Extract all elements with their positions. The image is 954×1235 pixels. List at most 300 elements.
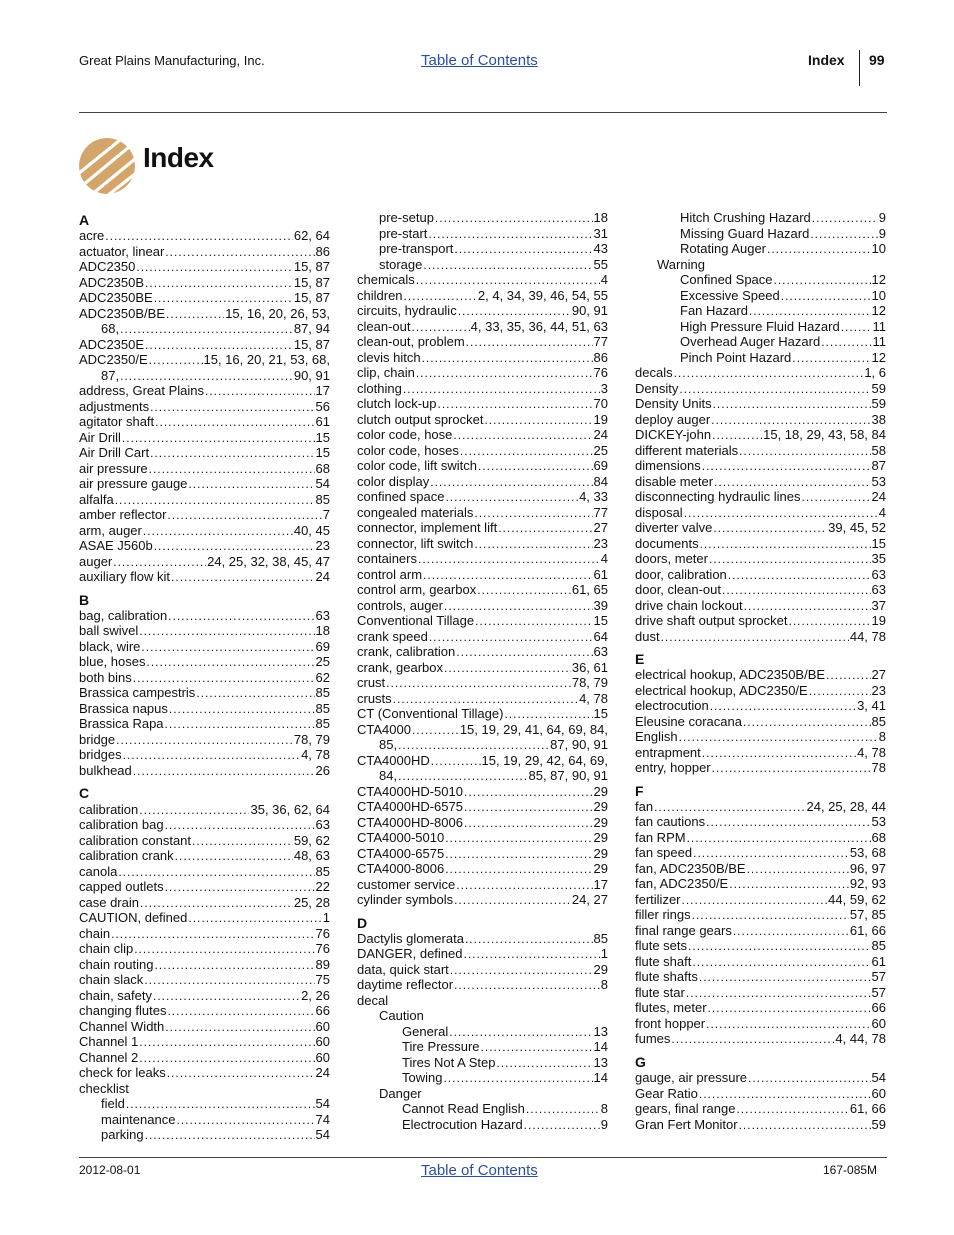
index-entry[interactable]	[635, 760, 886, 776]
index-entry[interactable]	[79, 259, 330, 275]
index-entry[interactable]	[79, 1019, 330, 1035]
index-entry[interactable]	[79, 476, 330, 492]
index-entry[interactable]	[357, 799, 608, 815]
dot-leader	[693, 846, 849, 862]
index-entry[interactable]	[635, 582, 886, 598]
dot-leader	[674, 366, 864, 382]
index-entry[interactable]	[357, 660, 608, 676]
index-entry[interactable]	[635, 303, 886, 319]
index-entry[interactable]	[357, 1039, 608, 1055]
index-page-refs: 92, 93	[849, 876, 886, 892]
index-entry[interactable]	[357, 846, 608, 862]
index-entry[interactable]	[79, 554, 330, 570]
index-entry[interactable]	[79, 685, 330, 701]
index-entry[interactable]	[635, 969, 886, 985]
index-entry[interactable]	[357, 722, 608, 738]
index-page-refs: 23	[315, 538, 330, 554]
index-page-refs: 68	[315, 460, 330, 476]
dot-leader	[526, 1102, 600, 1118]
index-term: filler rings	[635, 907, 691, 923]
dot-leader	[456, 645, 592, 661]
index-entry[interactable]	[79, 523, 330, 539]
dot-leader	[474, 506, 592, 522]
index-entry[interactable]	[357, 210, 608, 226]
index-term: disconnecting hydraulic lines	[635, 489, 801, 504]
index-entry[interactable]	[635, 714, 886, 730]
index-term: fan, ADC2350B/BE	[635, 860, 746, 876]
index-entry[interactable]	[357, 675, 608, 691]
index-entry[interactable]	[357, 784, 608, 800]
index-entry[interactable]	[635, 923, 886, 939]
index-entry[interactable]	[357, 1086, 608, 1102]
index-term: fan, ADC2350/E	[635, 876, 729, 892]
index-page-refs: 75	[315, 972, 330, 988]
index-entry[interactable]	[357, 931, 608, 947]
index-entry[interactable]	[357, 365, 608, 381]
index-page-refs: 39, 45, 52	[828, 520, 886, 535]
index-entry[interactable]	[79, 910, 330, 926]
index-term: clevis hitch	[357, 349, 421, 365]
dot-leader	[684, 506, 878, 522]
index-page-refs: 3, 41	[857, 698, 886, 714]
index-entry[interactable]	[635, 520, 886, 536]
index-term: flute star	[635, 984, 685, 1000]
index-entry[interactable]	[79, 763, 330, 779]
index-page-refs: 3	[600, 380, 608, 396]
index-entry[interactable]	[635, 1000, 886, 1016]
toc-link-header[interactable]: Table of Contents	[421, 52, 538, 69]
index-entry[interactable]	[357, 1055, 608, 1071]
index-entry[interactable]	[635, 536, 886, 552]
index-entry[interactable]	[635, 667, 886, 683]
index-term: Fan Hazard	[680, 303, 748, 318]
index-entry[interactable]	[357, 505, 608, 521]
toc-link-footer[interactable]: Table of Contents	[421, 1162, 538, 1179]
index-entry[interactable]	[635, 613, 886, 629]
index-entry[interactable]	[79, 569, 330, 585]
index-entry[interactable]	[79, 1112, 330, 1128]
index-page-refs: 86	[593, 349, 608, 365]
index-entry[interactable]	[357, 396, 608, 412]
index-entry[interactable]	[635, 551, 886, 567]
index-term: 85,	[379, 737, 398, 752]
index-term: adjustments	[79, 398, 150, 414]
dot-leader	[141, 640, 314, 656]
index-entry[interactable]	[635, 1031, 886, 1047]
dot-leader	[145, 276, 293, 292]
index-entry[interactable]	[635, 396, 886, 412]
index-term: daytime reflector	[357, 977, 454, 993]
dot-leader	[708, 1001, 871, 1017]
index-entry[interactable]	[635, 272, 886, 288]
index-term: bulkhead	[79, 762, 132, 778]
index-term: crusts	[357, 690, 392, 706]
index-entry[interactable]	[357, 706, 608, 722]
index-entry[interactable]	[635, 458, 886, 474]
index-entry[interactable]	[79, 639, 330, 655]
dot-leader	[155, 415, 314, 431]
index-entry[interactable]	[79, 383, 330, 399]
dot-leader	[481, 1040, 593, 1056]
index-entry[interactable]	[79, 368, 330, 384]
index-entry[interactable]	[635, 861, 886, 877]
index-entry[interactable]	[635, 830, 886, 846]
index-entry[interactable]	[357, 458, 608, 474]
index-term: Brassica napus	[79, 700, 168, 716]
index-term: fan RPM	[635, 829, 686, 845]
index-entry[interactable]	[79, 445, 330, 461]
index-entry[interactable]	[635, 505, 886, 521]
index-entry[interactable]	[635, 845, 886, 861]
index-entry[interactable]	[357, 288, 608, 304]
index-section-letter: B	[79, 591, 90, 608]
index-entry[interactable]	[357, 536, 608, 552]
index-entry[interactable]	[79, 716, 330, 732]
index-entry[interactable]	[635, 1016, 886, 1032]
index-entry[interactable]	[357, 598, 608, 614]
index-page-refs: 25, 28	[293, 894, 330, 910]
index-entry[interactable]	[635, 985, 886, 1001]
index-entry[interactable]	[357, 830, 608, 846]
index-page-refs: 4	[878, 504, 886, 520]
index-entry[interactable]	[635, 489, 886, 505]
index-entry[interactable]	[79, 654, 330, 670]
index-entry[interactable]	[357, 1070, 608, 1086]
index-entry[interactable]	[357, 350, 608, 366]
index-page-refs: 15, 87	[293, 274, 330, 290]
index-entry[interactable]	[79, 399, 330, 415]
index-entry[interactable]	[79, 941, 330, 957]
index-entry[interactable]	[635, 954, 886, 970]
dot-leader	[166, 307, 224, 323]
index-entry[interactable]	[79, 352, 330, 368]
index-entry[interactable]	[79, 1034, 330, 1050]
index-entry[interactable]	[635, 567, 886, 583]
index-entry[interactable]	[635, 745, 886, 761]
index-page-refs: 62	[315, 669, 330, 685]
index-page-refs: 4, 78	[579, 690, 608, 706]
dot-leader	[139, 1051, 314, 1067]
index-term: fumes	[635, 1031, 671, 1047]
index-entry[interactable]	[79, 833, 330, 849]
index-entry[interactable]	[357, 691, 608, 707]
index-page-refs: 60	[315, 1049, 330, 1065]
dot-leader	[478, 459, 593, 475]
dot-leader	[167, 1066, 315, 1082]
index-entry[interactable]	[635, 226, 886, 242]
index-term: ASAE J560b	[79, 538, 153, 554]
index-entry[interactable]	[79, 306, 330, 322]
index-entry[interactable]	[635, 892, 886, 908]
index-term: front hopper	[635, 1015, 706, 1031]
index-entry[interactable]	[357, 520, 608, 536]
index-entry[interactable]	[79, 1096, 330, 1112]
index-entry[interactable]	[357, 427, 608, 443]
index-page-refs: 13	[593, 1054, 608, 1070]
index-entry[interactable]	[635, 814, 886, 830]
dot-leader	[739, 1118, 871, 1134]
index-page-refs: 15, 19, 29, 42, 64, 69,	[481, 752, 608, 768]
index-section-letter: A	[79, 212, 90, 228]
index-entry[interactable]	[79, 817, 330, 833]
index-entry[interactable]	[357, 272, 608, 288]
index-section-letter: F	[635, 782, 644, 799]
dot-leader	[136, 260, 292, 276]
index-entry[interactable]	[357, 1117, 608, 1133]
index-entry[interactable]	[635, 799, 886, 815]
index-entry[interactable]	[79, 895, 330, 911]
index-page-refs: 96, 97	[849, 860, 886, 876]
index-entry[interactable]	[79, 1065, 330, 1081]
dot-leader	[654, 800, 805, 816]
index-entry[interactable]	[635, 210, 886, 226]
index-entry[interactable]	[357, 977, 608, 993]
index-term: Towing	[402, 1070, 443, 1086]
index-entry[interactable]	[635, 938, 886, 954]
index-page-refs: 76	[315, 941, 330, 957]
dot-leader	[810, 227, 877, 243]
index-entry[interactable]	[635, 319, 886, 335]
index-entry[interactable]	[79, 321, 330, 337]
index-entry[interactable]	[79, 988, 330, 1004]
dot-leader	[454, 978, 600, 994]
index-entry[interactable]	[635, 257, 886, 273]
index-entry[interactable]	[635, 381, 886, 397]
index-section-letter: G	[635, 1053, 646, 1070]
index-term: ADC2350	[79, 259, 136, 275]
index-term: Dactylis glomerata	[357, 930, 464, 946]
footer-doc-number: 167-085M	[823, 1163, 878, 1177]
index-term: auxiliary flow kit	[79, 569, 171, 585]
index-entry[interactable]	[635, 241, 886, 257]
index-page-refs: 29	[593, 799, 608, 814]
index-entry[interactable]	[357, 489, 608, 505]
dot-leader	[464, 785, 593, 801]
index-term: Air Drill Cart	[79, 445, 150, 461]
index-term: data, quick start	[357, 961, 449, 977]
index-entry[interactable]	[357, 644, 608, 660]
index-entry[interactable]	[357, 892, 608, 908]
index-page-refs: 60	[871, 1085, 886, 1101]
index-entry[interactable]	[357, 474, 608, 490]
index-entry[interactable]	[79, 747, 330, 763]
index-page-refs: 53	[871, 473, 886, 489]
index-term: electrocution	[635, 698, 709, 714]
index-entry[interactable]	[357, 613, 608, 629]
index-entry[interactable]	[357, 319, 608, 335]
index-page-refs: 85	[315, 716, 330, 732]
index-term: CTA4000-5010	[357, 830, 445, 845]
dot-leader	[713, 521, 827, 537]
index-entry[interactable]	[635, 1070, 886, 1086]
index-term: check for leaks	[79, 1065, 166, 1081]
index-entry[interactable]	[357, 737, 608, 753]
index-page-refs: 59, 62	[293, 832, 330, 848]
index-entry[interactable]	[357, 629, 608, 645]
index-entry[interactable]	[635, 1117, 886, 1133]
index-term: color code, hoses	[357, 442, 459, 458]
index-entry[interactable]	[635, 1101, 886, 1117]
index-entry[interactable]	[79, 1003, 330, 1019]
index-entry[interactable]	[79, 957, 330, 973]
index-entry[interactable]	[79, 864, 330, 880]
index-entry[interactable]	[79, 290, 330, 306]
index-page-refs: 68	[871, 829, 886, 845]
dot-leader	[122, 431, 315, 447]
index-entry[interactable]	[357, 334, 608, 350]
index-entry[interactable]	[635, 427, 886, 443]
index-entry[interactable]	[79, 1127, 330, 1143]
index-entry[interactable]	[79, 701, 330, 717]
index-term: CTA4000HD-8006	[357, 814, 463, 830]
index-page-refs: 15, 87	[293, 259, 330, 275]
index-term: ADC2350B	[79, 274, 145, 290]
index-entry[interactable]	[79, 608, 330, 624]
index-entry[interactable]	[635, 907, 886, 923]
index-entry[interactable]	[79, 879, 330, 895]
index-entry[interactable]	[357, 1024, 608, 1040]
index-entry[interactable]	[635, 334, 886, 350]
index-entry[interactable]	[79, 507, 330, 523]
dot-leader	[477, 583, 571, 599]
dot-leader	[465, 932, 593, 948]
page-number: 99	[869, 52, 885, 68]
index-term: DANGER, defined	[357, 946, 463, 962]
index-page-refs: 90, 91	[293, 367, 330, 383]
index-entry[interactable]	[357, 257, 608, 273]
dot-leader	[475, 614, 592, 630]
index-entry[interactable]	[79, 848, 330, 864]
index-entry[interactable]	[357, 993, 608, 1009]
index-entry[interactable]	[79, 461, 330, 477]
index-entry[interactable]	[357, 381, 608, 397]
index-entry[interactable]	[635, 729, 886, 745]
index-term: actuator, linear	[79, 243, 165, 259]
index-entry[interactable]	[357, 962, 608, 978]
index-entry[interactable]	[357, 946, 608, 962]
index-entry[interactable]	[635, 683, 886, 699]
dot-leader	[709, 552, 871, 568]
index-page-refs: 29	[593, 845, 608, 861]
index-entry[interactable]	[357, 226, 608, 242]
index-page-refs: 29	[593, 783, 608, 799]
index-entry[interactable]	[357, 582, 608, 598]
dot-leader	[712, 428, 762, 444]
index-entry[interactable]	[357, 768, 608, 784]
index-entry[interactable]	[79, 538, 330, 554]
index-term: circuits, hydraulic	[357, 303, 457, 318]
index-entry[interactable]	[79, 337, 330, 353]
index-entry[interactable]	[79, 926, 330, 942]
index-entry[interactable]	[79, 492, 330, 508]
index-entry[interactable]	[635, 598, 886, 614]
index-page-refs: 8	[878, 729, 886, 745]
index-entry[interactable]	[357, 753, 608, 769]
index-page-refs: 57, 85	[849, 907, 886, 923]
dot-leader	[123, 748, 300, 764]
index-entry[interactable]	[357, 443, 608, 459]
dot-leader	[729, 877, 849, 893]
index-term: case drain	[79, 894, 139, 910]
index-entry[interactable]	[357, 815, 608, 831]
index-page-refs: 11	[872, 318, 886, 334]
dot-leader	[111, 927, 314, 943]
index-entry[interactable]	[635, 350, 886, 366]
dot-leader	[145, 338, 293, 354]
index-term: Rotating Auger	[680, 241, 767, 256]
dot-leader	[165, 1020, 314, 1036]
index-entry[interactable]	[635, 698, 886, 714]
index-entry[interactable]	[357, 861, 608, 877]
index-entry[interactable]	[79, 414, 330, 430]
dot-leader	[398, 738, 549, 754]
index-term: bridge	[79, 731, 116, 747]
index-term: color code, hose	[357, 427, 453, 442]
dot-leader	[496, 1056, 592, 1072]
index-page-refs: 15	[593, 706, 608, 721]
dot-leader	[165, 818, 315, 834]
dot-leader	[781, 289, 871, 305]
index-entry[interactable]	[635, 365, 886, 381]
index-entry[interactable]	[635, 1086, 886, 1102]
dot-leader	[524, 1118, 600, 1134]
index-entry[interactable]	[79, 244, 330, 260]
index-entry[interactable]	[79, 430, 330, 446]
index-entry[interactable]	[357, 303, 608, 319]
index-entry[interactable]	[79, 228, 330, 244]
index-entry[interactable]	[357, 241, 608, 257]
index-page-refs: 4	[600, 551, 608, 566]
dot-leader	[671, 1032, 834, 1048]
index-term: customer service	[357, 876, 456, 892]
dot-leader	[435, 211, 593, 227]
index-entry[interactable]	[79, 670, 330, 686]
index-entry[interactable]	[79, 972, 330, 988]
index-entry[interactable]	[79, 732, 330, 748]
index-term: CTA4000HD	[357, 752, 430, 768]
index-entry[interactable]	[357, 412, 608, 428]
dot-leader	[679, 382, 870, 398]
index-entry[interactable]	[357, 1008, 608, 1024]
index-entry[interactable]	[635, 443, 886, 459]
index-term: door, clean-out	[635, 582, 722, 597]
index-entry[interactable]	[635, 876, 886, 892]
index-entry[interactable]	[79, 1081, 330, 1097]
dot-leader	[196, 686, 314, 702]
index-entry[interactable]	[635, 412, 886, 428]
index-entry[interactable]	[79, 802, 330, 818]
index-entry[interactable]	[357, 567, 608, 583]
index-entry[interactable]	[357, 1101, 608, 1117]
index-page-refs: 58	[871, 442, 886, 458]
index-page-refs: 29	[593, 830, 608, 845]
dot-leader	[176, 1113, 314, 1129]
index-page-refs: 25	[593, 442, 608, 458]
index-entry[interactable]	[635, 288, 886, 304]
index-entry[interactable]	[357, 551, 608, 567]
index-entry[interactable]	[79, 1050, 330, 1066]
index-page-refs: 69	[593, 458, 608, 473]
index-entry[interactable]	[357, 877, 608, 893]
dot-leader	[801, 490, 870, 506]
index-term: chain	[79, 925, 111, 941]
index-entry[interactable]	[79, 623, 330, 639]
index-entry[interactable]	[635, 474, 886, 490]
index-page-refs: 4, 44, 78	[835, 1031, 886, 1047]
index-entry[interactable]	[79, 275, 330, 291]
index-entry[interactable]	[635, 629, 886, 645]
index-page-refs: 61, 65	[571, 582, 608, 597]
